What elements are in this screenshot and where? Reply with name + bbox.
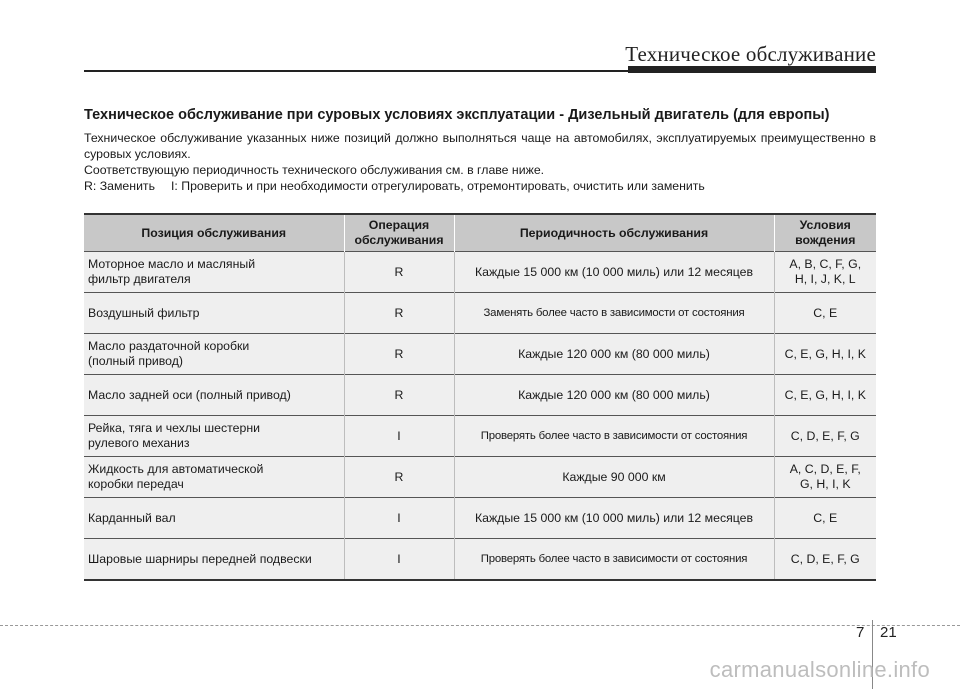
header-interval: Периодичность обслуживания <box>454 214 774 252</box>
chapter-number: 7 <box>856 624 865 641</box>
table-row <box>84 416 876 457</box>
cell-conditions: C, E, G, H, I, K <box>774 334 876 375</box>
page-number: 21 <box>880 624 897 641</box>
maintenance-table <box>84 213 876 581</box>
table-row <box>84 498 876 539</box>
section-intro <box>84 107 876 194</box>
cell-operation: R <box>344 252 454 293</box>
cell-interval: Проверять более часто в зависимости от состояния <box>454 539 774 581</box>
cell-item: Воздушный фильтр <box>84 293 344 334</box>
cell-conditions: A, B, C, F, G, H, I, J, K, L <box>774 252 876 293</box>
table-row <box>84 375 876 416</box>
cell-item: Карданный вал <box>84 498 344 539</box>
cell-conditions: C, E <box>774 498 876 539</box>
intro-paragraph: Техническое обслуживание указанных ниже позиций должно выполняться чаще на автомобилях, эксплуатируемых преимущественно в суровых условиях. <box>84 131 876 161</box>
cell-operation: R <box>344 334 454 375</box>
cell-item: Масло задней оси (полный привод) <box>84 375 344 416</box>
legend-replace: R: Заменить <box>84 179 155 193</box>
cell-interval: Каждые 90 000 км <box>454 457 774 498</box>
cell-item: Жидкость для автоматической коробки передач <box>84 457 344 498</box>
cell-operation: I <box>344 498 454 539</box>
cell-interval: Каждые 15 000 км (10 000 миль) или 12 месяцев <box>454 252 774 293</box>
cell-item: Масло раздаточной коробки (полный привод) <box>84 334 344 375</box>
cell-interval: Каждые 15 000 км (10 000 миль) или 12 месяцев <box>454 498 774 539</box>
cell-conditions: A, C, D, E, F, G, H, I, K <box>774 457 876 498</box>
cell-interval: Заменять более часто в зависимости от состояния <box>454 293 774 334</box>
header-rule-accent <box>628 66 876 73</box>
cell-item: Моторное масло и масляный фильтр двигателя <box>84 252 344 293</box>
table-row <box>84 293 876 334</box>
table-row <box>84 334 876 375</box>
footer-rule <box>0 625 960 626</box>
table-row <box>84 457 876 498</box>
cell-operation: I <box>344 539 454 581</box>
header-title: Техническое обслуживание <box>625 42 876 66</box>
cell-item: Рейка, тяга и чехлы шестерни рулевого механиз <box>84 416 344 457</box>
header-conditions: Условия вождения <box>774 214 876 252</box>
cell-conditions: C, E <box>774 293 876 334</box>
watermark: carmanualsonline.info <box>709 657 930 682</box>
table-row <box>84 539 876 581</box>
header-item: Позиция обслуживания <box>84 214 344 252</box>
table-row <box>84 252 876 293</box>
cell-operation: R <box>344 375 454 416</box>
cell-interval: Каждые 120 000 км (80 000 миль) <box>454 334 774 375</box>
reference-paragraph: Соответствующую периодичность технического обслуживания см. в главе ниже. <box>84 163 545 177</box>
cell-conditions: C, D, E, F, G <box>774 539 876 581</box>
cell-conditions: C, D, E, F, G <box>774 416 876 457</box>
cell-operation: R <box>344 457 454 498</box>
cell-item: Шаровые шарниры передней подвески <box>84 539 344 581</box>
cell-interval: Каждые 120 000 км (80 000 миль) <box>454 375 774 416</box>
cell-operation: R <box>344 293 454 334</box>
cell-interval: Проверять более часто в зависимости от состояния <box>454 416 774 457</box>
legend-inspect: I: Проверить и при необходимости отрегулировать, отремонтировать, очистить или заменить <box>170 179 705 193</box>
section-title: Техническое обслуживание при суровых условиях эксплуатации - Дизельный двигатель (для европы) <box>84 107 830 123</box>
header-operation: Операция обслуживания <box>344 214 454 252</box>
table-header-row <box>84 214 876 252</box>
cell-conditions: C, E, G, H, I, K <box>774 375 876 416</box>
cell-operation: I <box>344 416 454 457</box>
legend <box>84 178 876 194</box>
